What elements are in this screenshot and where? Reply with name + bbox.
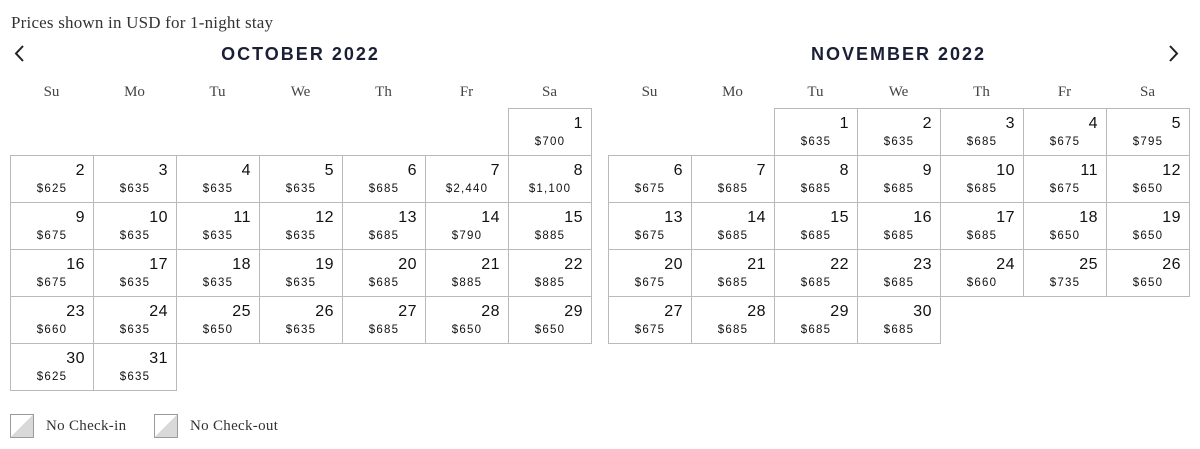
day-number: 30 (913, 303, 932, 320)
day-cell[interactable] (1106, 249, 1190, 297)
day-price: $685 (800, 183, 832, 195)
day-number: 11 (1080, 162, 1098, 179)
day-price: $650 (1132, 277, 1164, 289)
day-cell[interactable] (1106, 155, 1190, 203)
day-number: 7 (490, 162, 500, 179)
legend-no-check-out (154, 414, 278, 438)
weekday-header (10, 84, 591, 104)
day-cell[interactable] (691, 296, 775, 344)
day-number: 24 (996, 256, 1015, 273)
day-number: 1 (573, 115, 583, 132)
day-cell[interactable] (608, 296, 692, 344)
day-cell[interactable] (10, 296, 94, 344)
day-cell[interactable] (259, 155, 343, 203)
day-cell[interactable] (691, 202, 775, 250)
day-number: 8 (839, 162, 849, 179)
day-cell[interactable] (857, 202, 941, 250)
weekday-label: Su (641, 84, 658, 100)
day-number: 6 (407, 162, 417, 179)
day-number: 23 (913, 256, 932, 273)
day-price: $685 (883, 183, 915, 195)
day-price: $685 (717, 324, 749, 336)
day-number: 18 (232, 256, 251, 273)
day-number: 18 (1079, 209, 1098, 226)
day-cell[interactable] (176, 296, 260, 344)
day-cell[interactable] (857, 155, 941, 203)
day-cell[interactable] (774, 249, 858, 297)
day-cell[interactable] (10, 249, 94, 297)
day-price: $675 (1049, 136, 1081, 148)
day-price: $650 (534, 324, 566, 336)
day-cell[interactable] (1106, 202, 1190, 250)
day-price: $685 (368, 324, 400, 336)
day-price: $650 (1049, 230, 1081, 242)
day-cell[interactable] (1023, 108, 1107, 156)
day-number: 16 (66, 256, 85, 273)
day-price: $685 (800, 277, 832, 289)
day-number: 14 (747, 209, 766, 226)
day-price: $675 (634, 277, 666, 289)
day-price: $675 (634, 183, 666, 195)
day-price: $660 (966, 277, 998, 289)
day-number: 27 (398, 303, 417, 320)
day-number: 26 (315, 303, 334, 320)
day-price: $735 (1049, 277, 1081, 289)
day-number: 22 (830, 256, 849, 273)
day-price: $685 (717, 230, 749, 242)
day-cell[interactable] (425, 249, 509, 297)
day-number: 2 (922, 115, 932, 132)
day-price: $625 (36, 183, 68, 195)
day-price: $625 (36, 371, 68, 383)
day-number: 30 (66, 350, 85, 367)
day-number: 21 (481, 256, 500, 273)
day-cell[interactable] (774, 202, 858, 250)
day-number: 12 (315, 209, 334, 226)
day-number: 27 (664, 303, 683, 320)
calendar-grid (608, 108, 1189, 343)
weekday-label: Mo (124, 84, 145, 100)
day-number: 9 (922, 162, 932, 179)
day-number: 25 (1079, 256, 1098, 273)
day-cell[interactable] (342, 296, 426, 344)
day-number: 19 (1162, 209, 1181, 226)
day-price: $685 (368, 230, 400, 242)
day-price: $635 (119, 183, 151, 195)
weekday-label: Fr (459, 84, 474, 100)
day-cell[interactable] (259, 296, 343, 344)
day-number: 26 (1162, 256, 1181, 273)
day-cell[interactable] (508, 202, 592, 250)
day-cell[interactable] (10, 155, 94, 203)
day-cell[interactable] (691, 249, 775, 297)
day-cell[interactable] (774, 108, 858, 156)
day-cell[interactable] (508, 155, 592, 203)
day-number: 8 (573, 162, 583, 179)
day-number: 10 (996, 162, 1015, 179)
weekday-label: Sa (542, 84, 557, 100)
day-cell[interactable] (940, 108, 1024, 156)
day-number: 12 (1162, 162, 1181, 179)
day-number: 24 (149, 303, 168, 320)
day-number: 28 (747, 303, 766, 320)
day-number: 19 (315, 256, 334, 273)
day-cell[interactable] (342, 202, 426, 250)
day-price: $635 (119, 230, 151, 242)
day-price: $635 (800, 136, 832, 148)
day-price: $675 (1049, 183, 1081, 195)
day-number: 16 (913, 209, 932, 226)
day-price: $635 (202, 183, 234, 195)
day-number: 14 (481, 209, 500, 226)
day-cell[interactable] (857, 249, 941, 297)
day-price: $660 (36, 324, 68, 336)
day-cell[interactable] (1023, 155, 1107, 203)
day-cell[interactable] (608, 155, 692, 203)
day-cell[interactable] (1106, 108, 1190, 156)
day-cell[interactable] (774, 296, 858, 344)
price-note: Prices shown in USD for 1-night stay (11, 13, 274, 32)
day-price: $685 (883, 324, 915, 336)
day-number: 13 (398, 209, 417, 226)
day-number: 2 (75, 162, 85, 179)
weekday-label: Fr (1057, 84, 1072, 100)
weekday-label: Sa (1140, 84, 1155, 100)
day-number: 3 (158, 162, 168, 179)
no-check-out-swatch (154, 414, 178, 438)
day-number: 5 (1171, 115, 1181, 132)
day-price: $685 (883, 277, 915, 289)
day-price: $685 (966, 230, 998, 242)
weekday-label: We (290, 84, 311, 100)
day-price: $685 (966, 136, 998, 148)
day-price: $675 (634, 324, 666, 336)
day-price: $2,440 (445, 183, 489, 195)
day-price: $685 (966, 183, 998, 195)
weekday-label: Tu (807, 84, 824, 100)
day-cell[interactable] (93, 343, 177, 391)
weekday-label: Su (43, 84, 60, 100)
day-cell[interactable] (10, 202, 94, 250)
day-price: $700 (534, 136, 566, 148)
day-price: $885 (534, 277, 566, 289)
day-number: 31 (149, 350, 168, 367)
day-cell[interactable] (608, 202, 692, 250)
day-price: $685 (368, 277, 400, 289)
day-number: 6 (673, 162, 683, 179)
day-price: $650 (1132, 230, 1164, 242)
day-price: $795 (1132, 136, 1164, 148)
day-price: $650 (202, 324, 234, 336)
day-price: $685 (800, 230, 832, 242)
day-cell[interactable] (774, 155, 858, 203)
day-price: $635 (285, 277, 317, 289)
day-cell[interactable] (425, 202, 509, 250)
day-number: 17 (149, 256, 168, 273)
day-price: $635 (202, 230, 234, 242)
day-cell[interactable] (508, 249, 592, 297)
day-price: $650 (1132, 183, 1164, 195)
day-cell[interactable] (691, 155, 775, 203)
day-number: 25 (232, 303, 251, 320)
weekday-label: Mo (722, 84, 743, 100)
day-cell[interactable] (10, 343, 94, 391)
day-cell[interactable] (176, 249, 260, 297)
day-cell[interactable] (1023, 202, 1107, 250)
day-cell[interactable] (425, 296, 509, 344)
day-number: 29 (564, 303, 583, 320)
day-number: 1 (839, 115, 849, 132)
day-cell[interactable] (1023, 249, 1107, 297)
day-number: 9 (75, 209, 85, 226)
day-number: 17 (996, 209, 1015, 226)
legend-label: No Check-in (46, 417, 127, 434)
day-number: 22 (564, 256, 583, 273)
weekday-label: Th (973, 84, 990, 100)
weekday-label: Th (375, 84, 392, 100)
day-price: $790 (451, 230, 483, 242)
day-cell[interactable] (608, 249, 692, 297)
day-number: 28 (481, 303, 500, 320)
day-number: 29 (830, 303, 849, 320)
day-cell[interactable] (940, 249, 1024, 297)
day-cell[interactable] (342, 249, 426, 297)
month-november (608, 42, 1189, 343)
day-number: 15 (830, 209, 849, 226)
day-price: $1,100 (528, 183, 572, 195)
day-cell[interactable] (93, 296, 177, 344)
day-price: $675 (36, 277, 68, 289)
day-cell[interactable] (940, 202, 1024, 250)
day-number: 3 (1005, 115, 1015, 132)
day-price: $635 (285, 183, 317, 195)
day-cell[interactable] (93, 155, 177, 203)
day-cell[interactable] (342, 155, 426, 203)
day-price: $685 (717, 277, 749, 289)
day-number: 10 (149, 209, 168, 226)
day-cell[interactable] (508, 296, 592, 344)
day-price: $635 (119, 324, 151, 336)
day-number: 4 (1088, 115, 1098, 132)
day-cell[interactable] (176, 202, 260, 250)
day-cell[interactable] (508, 108, 592, 156)
day-price: $635 (119, 277, 151, 289)
day-price: $685 (368, 183, 400, 195)
weekday-header (608, 84, 1189, 104)
weekday-label: We (888, 84, 909, 100)
month-title: NOVEMBER 2022 (810, 44, 987, 64)
day-number: 13 (664, 209, 683, 226)
day-price: $885 (534, 230, 566, 242)
day-number: 5 (324, 162, 334, 179)
day-number: 20 (664, 256, 683, 273)
day-price: $635 (285, 230, 317, 242)
month-october (10, 42, 591, 390)
day-cell[interactable] (425, 155, 509, 203)
day-price: $675 (634, 230, 666, 242)
month-title: OCTOBER 2022 (221, 44, 380, 64)
day-number: 7 (756, 162, 766, 179)
day-price: $685 (717, 183, 749, 195)
weekday-label: Tu (209, 84, 226, 100)
day-cell[interactable] (93, 249, 177, 297)
day-cell[interactable] (176, 155, 260, 203)
day-cell[interactable] (259, 202, 343, 250)
day-number: 15 (564, 209, 583, 226)
legend-no-check-in (10, 414, 126, 438)
legend-label: No Check-out (190, 417, 279, 434)
day-price: $685 (800, 324, 832, 336)
day-cell[interactable] (857, 296, 941, 344)
day-price: $885 (451, 277, 483, 289)
day-number: 11 (233, 209, 251, 226)
day-cell[interactable] (93, 202, 177, 250)
day-price: $635 (119, 371, 151, 383)
calendar-grid (10, 108, 591, 390)
day-number: 4 (241, 162, 251, 179)
day-price: $635 (202, 277, 234, 289)
day-cell[interactable] (857, 108, 941, 156)
day-number: 21 (747, 256, 766, 273)
day-cell[interactable] (259, 249, 343, 297)
day-number: 20 (398, 256, 417, 273)
day-price: $675 (36, 230, 68, 242)
day-price: $685 (883, 230, 915, 242)
day-number: 23 (66, 303, 85, 320)
no-check-in-swatch (10, 414, 34, 438)
day-price: $635 (285, 324, 317, 336)
day-price: $650 (451, 324, 483, 336)
day-cell[interactable] (940, 155, 1024, 203)
day-price: $635 (883, 136, 915, 148)
